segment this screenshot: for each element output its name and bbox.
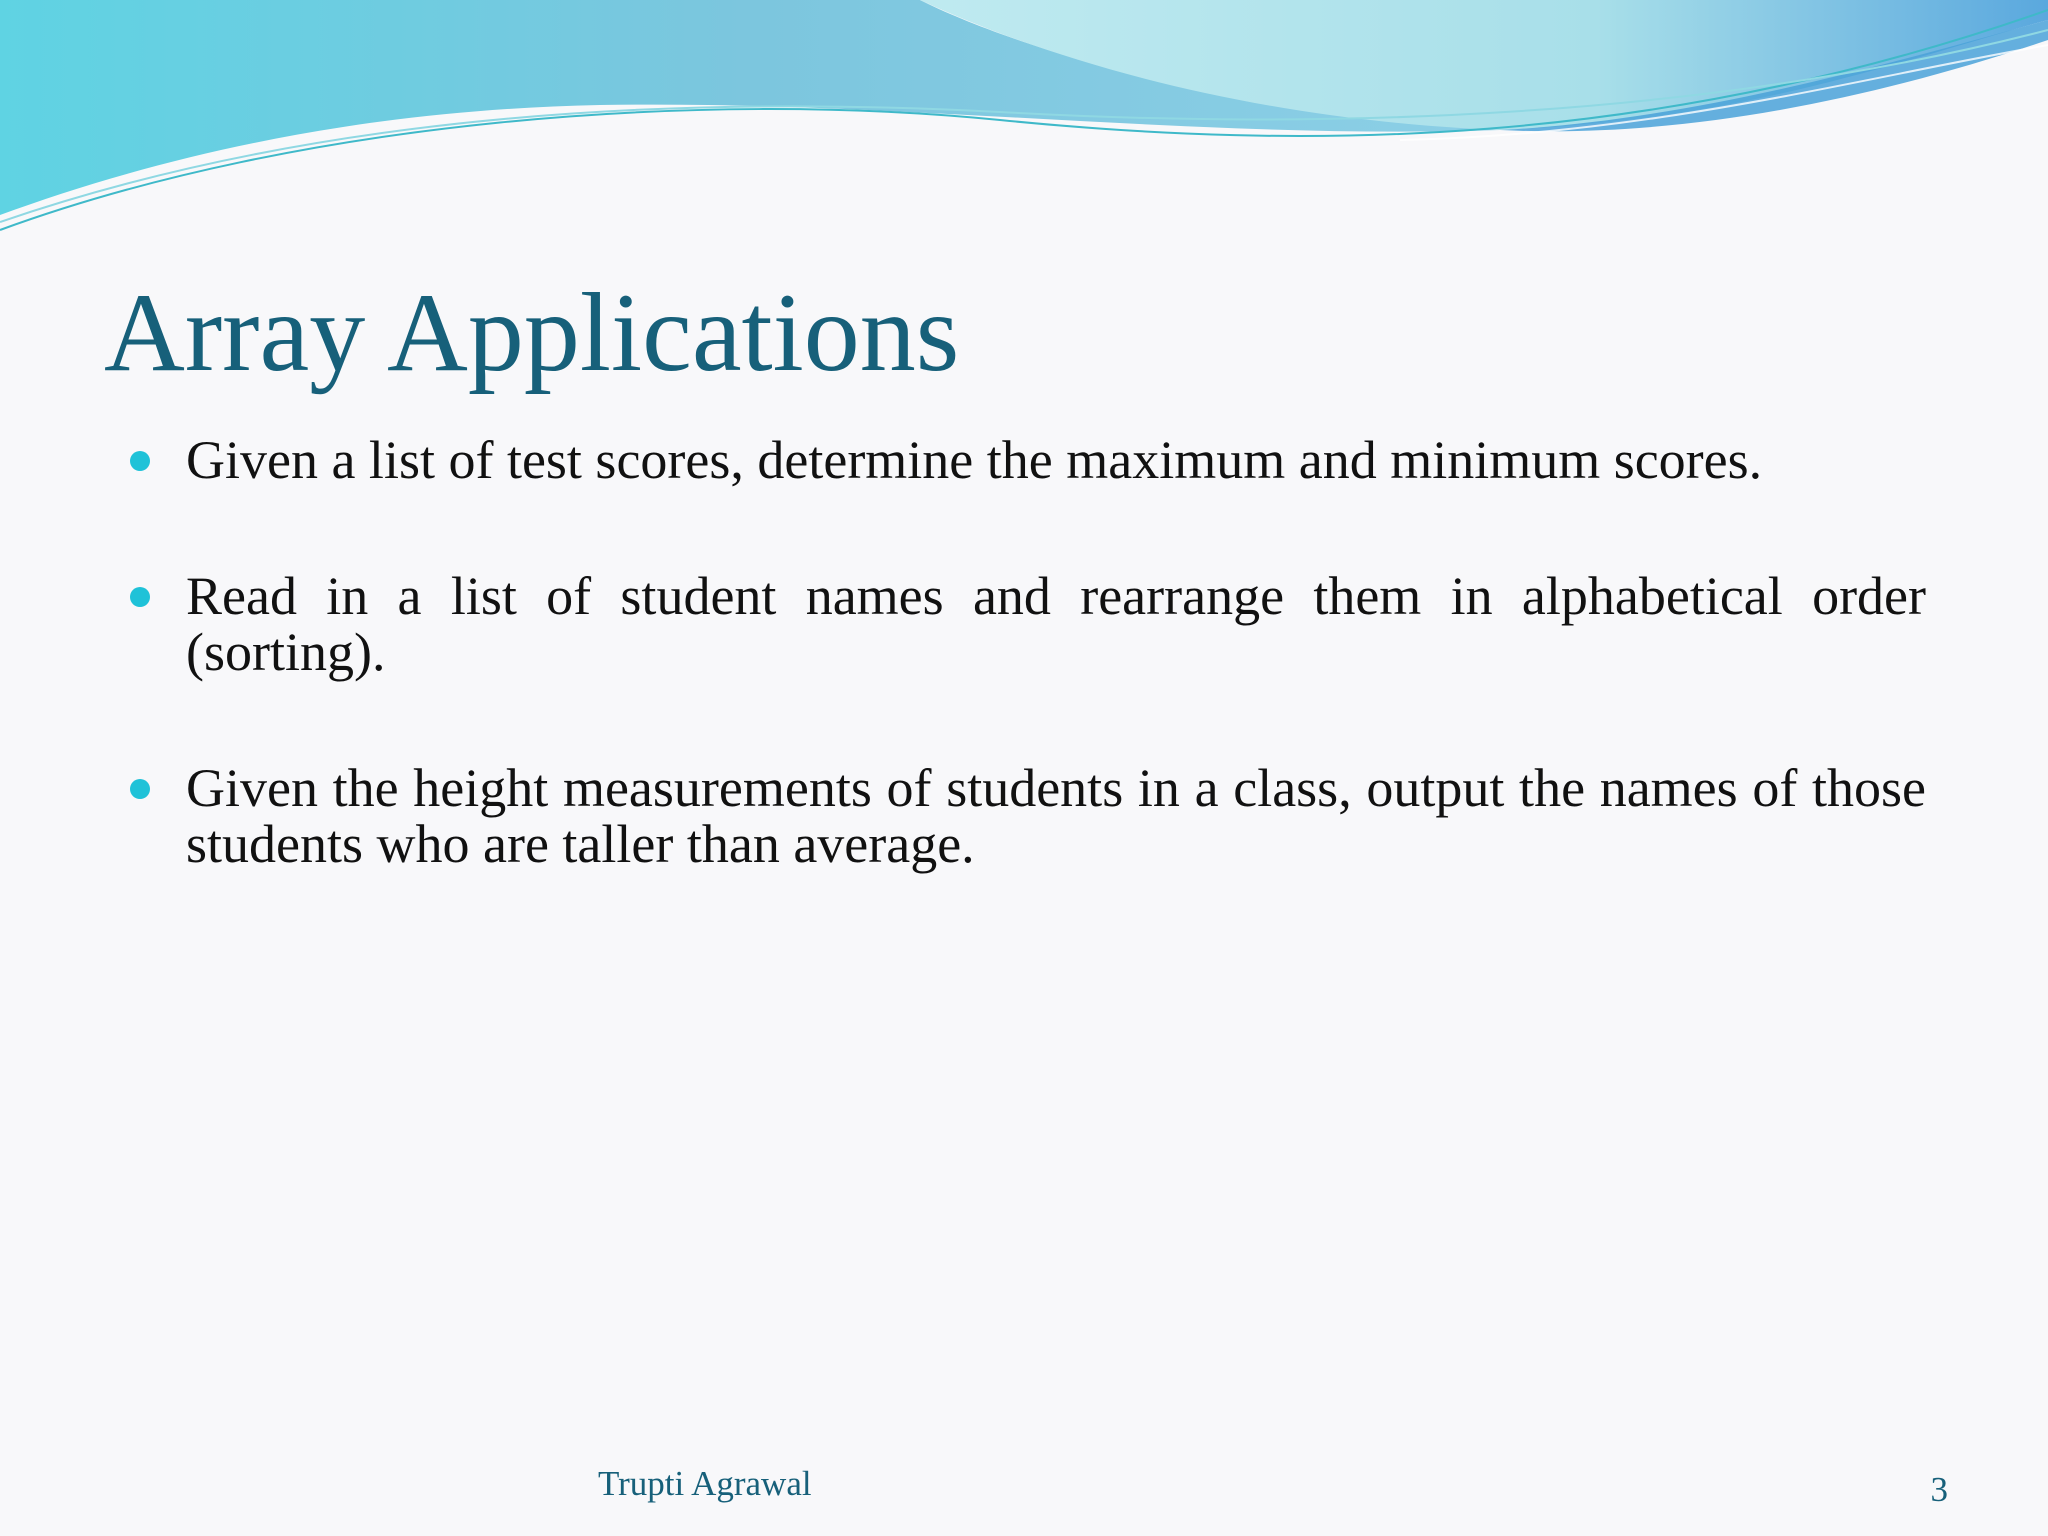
bullet-text: Given a list of test scores, determine the maximum and minimum scores. <box>186 430 1763 490</box>
bullet-list <box>186 432 1926 952</box>
page-number: 3 <box>1930 1470 1948 1509</box>
bullet-text: Read in a list of student names and rearrange them in alphabetical order (sorting). <box>186 566 1926 682</box>
header-wave-decoration <box>0 0 2048 240</box>
slide-title: Array Applications <box>104 271 960 395</box>
bullet-dot-icon <box>130 451 150 471</box>
bullet-item <box>186 760 1926 872</box>
bullet-item <box>186 568 1926 680</box>
bullet-text: Given the height measurements of students in a class, output the names of those students who are taller than average. <box>186 758 1926 874</box>
bullet-dot-icon <box>130 779 150 799</box>
bullet-item <box>186 432 1926 488</box>
bullet-dot-icon <box>130 587 150 607</box>
footer-author: Trupti Agrawal <box>598 1464 812 1503</box>
